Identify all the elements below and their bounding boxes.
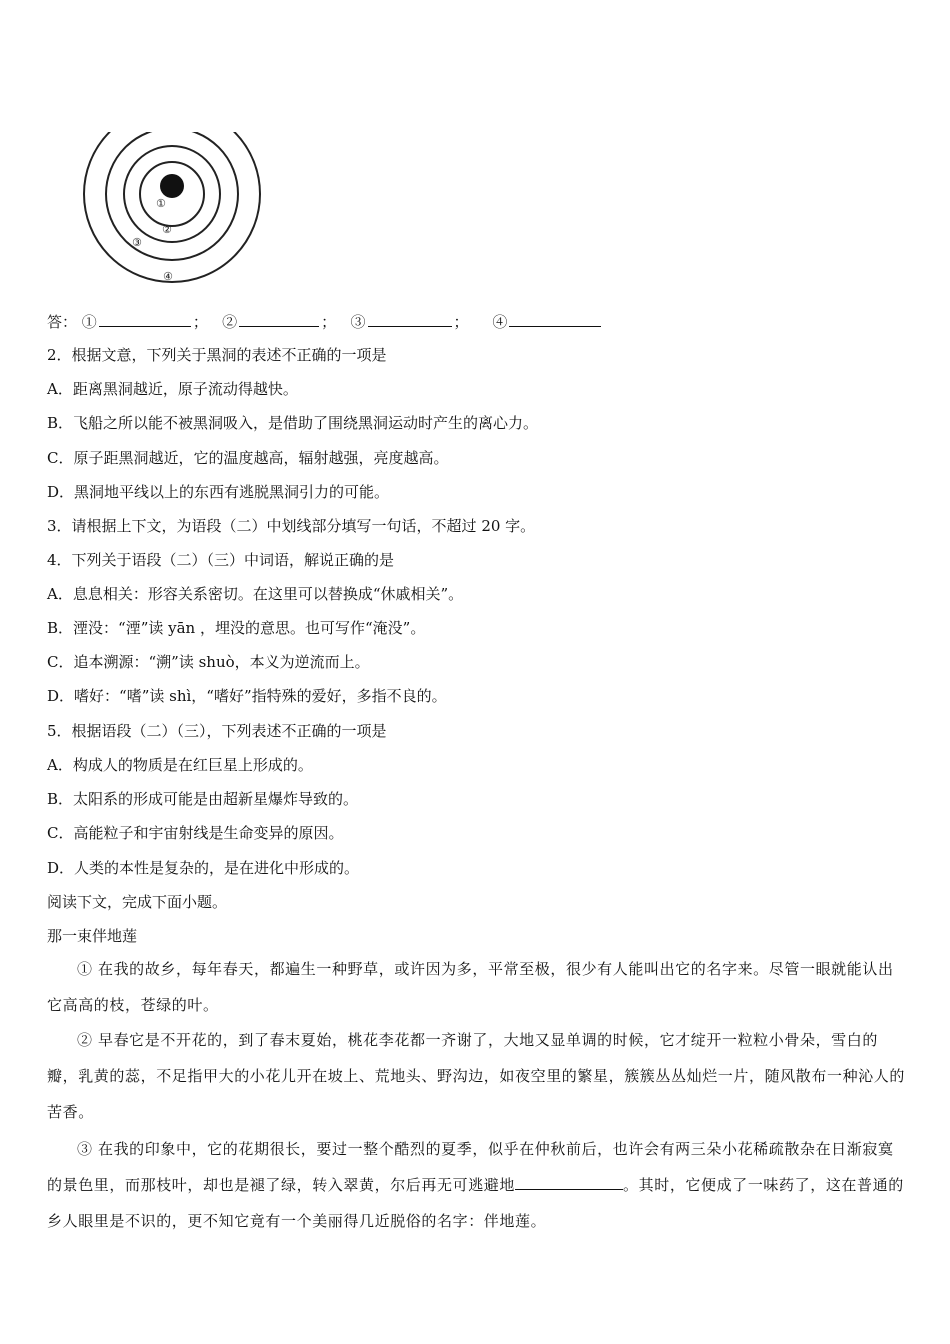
question-4-option-b: B．湮没：“湮”读 yān ，埋没的意思。也可写作“淹没”。 xyxy=(47,619,426,637)
question-3: 3．请根据上下文，为语段（二）中划线部分填写一句话，不超过 20 字。 xyxy=(47,517,536,535)
answer-sep-2: ； xyxy=(321,313,337,331)
passage-paragraph-1 xyxy=(47,951,907,1023)
concentric-circles-diagram xyxy=(80,132,266,288)
black-hole-core xyxy=(160,174,184,198)
answer-num-3: ③ xyxy=(350,313,366,331)
answer-num-4: ④ xyxy=(492,313,508,331)
question-4-option-a: A．息息相关：形容关系密切。在这里可以替换成“休戚相关”。 xyxy=(47,585,464,603)
answer-blank-2[interactable] xyxy=(239,311,319,327)
diagram-label-4: ④ xyxy=(163,270,173,283)
paragraph-2-text: ② 早春它是不开花的，到了春末夏始，桃花李花都一齐谢了，大地又显单调的时候，它才绽开一粒粒小骨朵，雪白的瓣，乳黄的蕊，不足指甲大的小花儿开在坡上、荒地头、野沟边，如夜空里的繁星，簇簇丛丛灿烂一片，随风散布一种沁人的苦香。 xyxy=(47,1031,906,1121)
paragraph-3-text-before: ③ 在我的印象中，它的花期很长，要过一整个酷烈的夏季，似乎在仲秋前后，也许会有两三朵小花稀疏散杂在日渐寂寞的景色里，而那枝叶，却也是褪了绿，转入翠黄，尔后再无可逃避地 xyxy=(47,1140,894,1194)
question-5-option-b: B．太阳系的形成可能是由超新星爆炸导致的。 xyxy=(47,790,359,808)
diagram-label-3: ③ xyxy=(132,236,142,249)
answer-line xyxy=(47,311,603,332)
question-4: 4．下列关于语段（二）（三）中词语，解说正确的是 xyxy=(47,551,395,569)
answer-num-1: ① xyxy=(81,313,97,331)
answer-sep-3: ； xyxy=(453,313,469,331)
question-5-option-a: A．构成人的物质是在红巨星上形成的。 xyxy=(47,756,313,774)
answer-sep-1: ； xyxy=(192,313,208,331)
paragraph-3-fill-blank[interactable] xyxy=(515,1174,623,1190)
answer-blank-1[interactable] xyxy=(99,311,191,327)
paragraph-3-text-after: 。其时，它便成了一味药了，这在普通的乡人眼里是不识的，更不知它竟有一个美丽得几近脱俗的名字：伴地莲。 xyxy=(47,1176,904,1230)
diagram-label-2: ② xyxy=(162,223,172,236)
reading-instruction: 阅读下文，完成下面小题。 xyxy=(47,893,228,911)
question-2-option-b: B．飞船之所以能不被黑洞吸入，是借助了围绕黑洞运动时产生的离心力。 xyxy=(47,414,539,432)
question-2-option-a: A．距离黑洞越近，原子流动得越快。 xyxy=(47,380,298,398)
answer-blank-3[interactable] xyxy=(368,311,452,327)
question-2: 2．根据文意，下列关于黑洞的表述不正确的一项是 xyxy=(47,346,387,364)
paragraph-1-text: ① 在我的故乡，每年春天，都遍生一种野草，或许因为多，平常至极，很少有人能叫出它的名字来。尽管一眼就能认出它高高的枝，苍绿的叶。 xyxy=(47,960,894,1014)
passage-title: 那一束伴地莲 xyxy=(47,927,138,945)
answer-prefix: 答： xyxy=(47,313,78,331)
question-4-option-d: D．嗜好：“嗜”读 shì，“嗜好”指特殊的爱好，多指不良的。 xyxy=(47,687,447,705)
question-2-option-c: C．原子距黑洞越近，它的温度越高，辐射越强，亮度越高。 xyxy=(47,449,449,467)
diagram-label-1: ① xyxy=(156,197,166,210)
answer-blank-4[interactable] xyxy=(509,311,601,327)
question-5: 5．根据语段（二）（三），下列表述不正确的一项是 xyxy=(47,722,387,740)
answer-num-2: ② xyxy=(222,313,238,331)
question-4-option-c: C．追本溯源：“溯”读 shuò，本义为逆流而上。 xyxy=(47,653,370,671)
passage-paragraph-2 xyxy=(47,1022,907,1130)
question-5-option-c: C．高能粒子和宇宙射线是生命变异的原因。 xyxy=(47,824,344,842)
question-5-option-d: D．人类的本性是复杂的，是在进化中形成的。 xyxy=(47,859,360,877)
passage-paragraph-3 xyxy=(47,1131,907,1239)
question-2-option-d: D．黑洞地平线以上的东西有逃脱黑洞引力的可能。 xyxy=(47,483,390,501)
